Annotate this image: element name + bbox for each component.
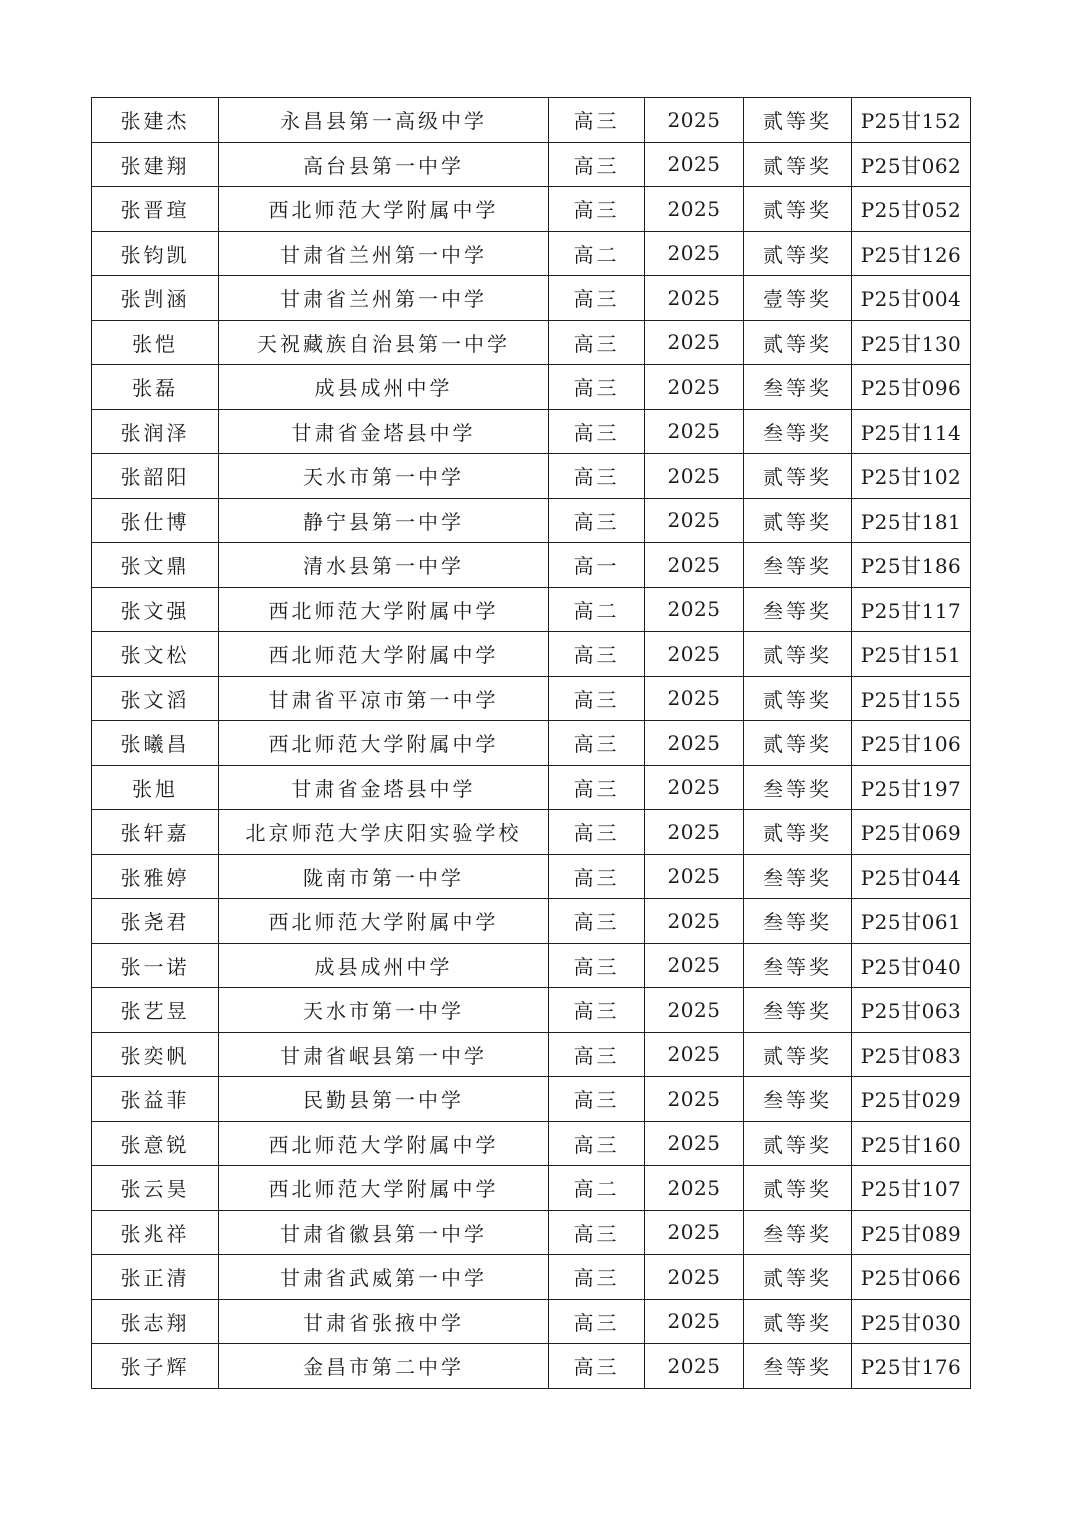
certificate-code-cell: P25甘106 <box>852 721 971 766</box>
certificate-code-cell: P25甘063 <box>852 988 971 1033</box>
school-cell: 永昌县第一高级中学 <box>219 98 549 143</box>
certificate-code-cell: P25甘152 <box>852 98 971 143</box>
year-cell: 2025 <box>645 943 744 988</box>
year-cell: 2025 <box>645 231 744 276</box>
student-name-cell: 张剀涵 <box>92 276 219 321</box>
award-level-cell: 贰等奖 <box>744 1166 852 1211</box>
grade-cell: 高三 <box>549 1344 645 1389</box>
student-name-cell: 张雅婷 <box>92 854 219 899</box>
award-level-cell: 贰等奖 <box>744 1121 852 1166</box>
grade-cell: 高一 <box>549 543 645 588</box>
table-row <box>92 988 971 1033</box>
table-row <box>92 98 971 143</box>
year-cell: 2025 <box>645 587 744 632</box>
school-cell: 甘肃省张掖中学 <box>219 1299 549 1344</box>
certificate-code-cell: P25甘117 <box>852 587 971 632</box>
table-row <box>92 676 971 721</box>
award-level-cell: 叁等奖 <box>744 587 852 632</box>
student-name-cell: 张曦昌 <box>92 721 219 766</box>
grade-cell: 高二 <box>549 1166 645 1211</box>
school-cell: 西北师范大学附属中学 <box>219 1166 549 1211</box>
grade-cell: 高三 <box>549 721 645 766</box>
award-level-cell: 叁等奖 <box>744 409 852 454</box>
school-cell: 甘肃省兰州第一中学 <box>219 276 549 321</box>
certificate-code-cell: P25甘197 <box>852 765 971 810</box>
award-level-cell: 叁等奖 <box>744 899 852 944</box>
table-row <box>92 587 971 632</box>
school-cell: 天水市第一中学 <box>219 988 549 1033</box>
grade-cell: 高三 <box>549 1077 645 1122</box>
table-row <box>92 854 971 899</box>
school-cell: 陇南市第一中学 <box>219 854 549 899</box>
year-cell: 2025 <box>645 1344 744 1389</box>
award-table-body <box>92 98 971 1389</box>
award-level-cell: 叁等奖 <box>744 765 852 810</box>
table-row <box>92 454 971 499</box>
year-cell: 2025 <box>645 899 744 944</box>
award-level-cell: 贰等奖 <box>744 454 852 499</box>
table-row <box>92 187 971 232</box>
school-cell: 甘肃省徽县第一中学 <box>219 1210 549 1255</box>
certificate-code-cell: P25甘062 <box>852 142 971 187</box>
year-cell: 2025 <box>645 543 744 588</box>
year-cell: 2025 <box>645 365 744 410</box>
award-level-cell: 叁等奖 <box>744 1077 852 1122</box>
certificate-code-cell: P25甘069 <box>852 810 971 855</box>
certificate-code-cell: P25甘151 <box>852 632 971 677</box>
year-cell: 2025 <box>645 676 744 721</box>
student-name-cell: 张润泽 <box>92 409 219 454</box>
award-level-cell: 贰等奖 <box>744 142 852 187</box>
table-row <box>92 1255 971 1300</box>
certificate-code-cell: P25甘044 <box>852 854 971 899</box>
table-row <box>92 765 971 810</box>
grade-cell: 高三 <box>549 98 645 143</box>
grade-cell: 高三 <box>549 409 645 454</box>
school-cell: 北京师范大学庆阳实验学校 <box>219 810 549 855</box>
school-cell: 西北师范大学附属中学 <box>219 587 549 632</box>
certificate-code-cell: P25甘126 <box>852 231 971 276</box>
grade-cell: 高三 <box>549 1299 645 1344</box>
table-row <box>92 1210 971 1255</box>
award-level-cell: 贰等奖 <box>744 632 852 677</box>
award-level-cell: 贰等奖 <box>744 676 852 721</box>
grade-cell: 高二 <box>549 231 645 276</box>
school-cell: 金昌市第二中学 <box>219 1344 549 1389</box>
school-cell: 成县成州中学 <box>219 365 549 410</box>
student-name-cell: 张志翔 <box>92 1299 219 1344</box>
student-name-cell: 张钧凯 <box>92 231 219 276</box>
school-cell: 静宁县第一中学 <box>219 498 549 543</box>
school-cell: 西北师范大学附属中学 <box>219 1121 549 1166</box>
grade-cell: 高三 <box>549 320 645 365</box>
student-name-cell: 张一诺 <box>92 943 219 988</box>
certificate-code-cell: P25甘181 <box>852 498 971 543</box>
certificate-code-cell: P25甘066 <box>852 1255 971 1300</box>
student-name-cell: 张仕博 <box>92 498 219 543</box>
school-cell: 高台县第一中学 <box>219 142 549 187</box>
award-level-cell: 贰等奖 <box>744 810 852 855</box>
school-cell: 甘肃省金塔县中学 <box>219 765 549 810</box>
student-name-cell: 张奕帆 <box>92 1032 219 1077</box>
year-cell: 2025 <box>645 454 744 499</box>
certificate-code-cell: P25甘186 <box>852 543 971 588</box>
grade-cell: 高三 <box>549 1032 645 1077</box>
award-level-cell: 叁等奖 <box>744 543 852 588</box>
certificate-code-cell: P25甘096 <box>852 365 971 410</box>
award-level-cell: 叁等奖 <box>744 1344 852 1389</box>
grade-cell: 高三 <box>549 899 645 944</box>
year-cell: 2025 <box>645 1032 744 1077</box>
student-name-cell: 张旭 <box>92 765 219 810</box>
school-cell: 甘肃省武威第一中学 <box>219 1255 549 1300</box>
certificate-code-cell: P25甘083 <box>852 1032 971 1077</box>
grade-cell: 高三 <box>549 632 645 677</box>
year-cell: 2025 <box>645 142 744 187</box>
table-row <box>92 1077 971 1122</box>
year-cell: 2025 <box>645 721 744 766</box>
table-row <box>92 276 971 321</box>
table-row <box>92 943 971 988</box>
table-row <box>92 810 971 855</box>
certificate-code-cell: P25甘102 <box>852 454 971 499</box>
grade-cell: 高三 <box>549 765 645 810</box>
student-name-cell: 张艺昱 <box>92 988 219 1033</box>
grade-cell: 高三 <box>549 498 645 543</box>
year-cell: 2025 <box>645 988 744 1033</box>
year-cell: 2025 <box>645 632 744 677</box>
student-name-cell: 张文强 <box>92 587 219 632</box>
certificate-code-cell: P25甘176 <box>852 1344 971 1389</box>
award-level-cell: 叁等奖 <box>744 988 852 1033</box>
certificate-code-cell: P25甘155 <box>852 676 971 721</box>
school-cell: 西北师范大学附属中学 <box>219 899 549 944</box>
year-cell: 2025 <box>645 1166 744 1211</box>
school-cell: 天祝藏族自治县第一中学 <box>219 320 549 365</box>
award-level-cell: 叁等奖 <box>744 1210 852 1255</box>
table-row <box>92 543 971 588</box>
certificate-code-cell: P25甘130 <box>852 320 971 365</box>
award-level-cell: 叁等奖 <box>744 854 852 899</box>
award-level-cell: 叁等奖 <box>744 943 852 988</box>
student-name-cell: 张建翔 <box>92 142 219 187</box>
grade-cell: 高三 <box>549 676 645 721</box>
award-level-cell: 贰等奖 <box>744 1255 852 1300</box>
school-cell: 西北师范大学附属中学 <box>219 721 549 766</box>
student-name-cell: 张文松 <box>92 632 219 677</box>
school-cell: 甘肃省兰州第一中学 <box>219 231 549 276</box>
award-level-cell: 叁等奖 <box>744 365 852 410</box>
certificate-code-cell: P25甘061 <box>852 899 971 944</box>
year-cell: 2025 <box>645 409 744 454</box>
year-cell: 2025 <box>645 854 744 899</box>
school-cell: 甘肃省岷县第一中学 <box>219 1032 549 1077</box>
award-level-cell: 贰等奖 <box>744 1032 852 1077</box>
student-name-cell: 张正清 <box>92 1255 219 1300</box>
student-name-cell: 张建杰 <box>92 98 219 143</box>
certificate-code-cell: P25甘030 <box>852 1299 971 1344</box>
student-name-cell: 张尧君 <box>92 899 219 944</box>
year-cell: 2025 <box>645 187 744 232</box>
grade-cell: 高三 <box>549 1121 645 1166</box>
school-cell: 天水市第一中学 <box>219 454 549 499</box>
award-level-cell: 壹等奖 <box>744 276 852 321</box>
grade-cell: 高三 <box>549 943 645 988</box>
grade-cell: 高三 <box>549 365 645 410</box>
year-cell: 2025 <box>645 320 744 365</box>
award-table <box>91 97 971 1389</box>
grade-cell: 高三 <box>549 988 645 1033</box>
table-row <box>92 498 971 543</box>
year-cell: 2025 <box>645 1255 744 1300</box>
student-name-cell: 张磊 <box>92 365 219 410</box>
year-cell: 2025 <box>645 498 744 543</box>
student-name-cell: 张轩嘉 <box>92 810 219 855</box>
grade-cell: 高三 <box>549 854 645 899</box>
award-level-cell: 贰等奖 <box>744 231 852 276</box>
table-row <box>92 1299 971 1344</box>
table-row <box>92 320 971 365</box>
table-row <box>92 142 971 187</box>
table-row <box>92 231 971 276</box>
school-cell: 西北师范大学附属中学 <box>219 632 549 677</box>
award-level-cell: 贰等奖 <box>744 320 852 365</box>
student-name-cell: 张晋瑄 <box>92 187 219 232</box>
table-row <box>92 899 971 944</box>
student-name-cell: 张云昊 <box>92 1166 219 1211</box>
grade-cell: 高三 <box>549 142 645 187</box>
grade-cell: 高三 <box>549 1210 645 1255</box>
certificate-code-cell: P25甘052 <box>852 187 971 232</box>
student-name-cell: 张恺 <box>92 320 219 365</box>
table-row <box>92 632 971 677</box>
student-name-cell: 张韶阳 <box>92 454 219 499</box>
certificate-code-cell: P25甘160 <box>852 1121 971 1166</box>
award-level-cell: 贰等奖 <box>744 721 852 766</box>
year-cell: 2025 <box>645 1210 744 1255</box>
table-row <box>92 1344 971 1389</box>
table-row <box>92 409 971 454</box>
certificate-code-cell: P25甘040 <box>852 943 971 988</box>
year-cell: 2025 <box>645 810 744 855</box>
student-name-cell: 张文鼎 <box>92 543 219 588</box>
school-cell: 甘肃省金塔县中学 <box>219 409 549 454</box>
table-row <box>92 721 971 766</box>
school-cell: 成县成州中学 <box>219 943 549 988</box>
table-row <box>92 1032 971 1077</box>
student-name-cell: 张文滔 <box>92 676 219 721</box>
student-name-cell: 张子辉 <box>92 1344 219 1389</box>
school-cell: 西北师范大学附属中学 <box>219 187 549 232</box>
school-cell: 甘肃省平凉市第一中学 <box>219 676 549 721</box>
certificate-code-cell: P25甘107 <box>852 1166 971 1211</box>
grade-cell: 高三 <box>549 187 645 232</box>
award-level-cell: 贰等奖 <box>744 187 852 232</box>
award-level-cell: 贰等奖 <box>744 498 852 543</box>
table-row <box>92 1121 971 1166</box>
certificate-code-cell: P25甘029 <box>852 1077 971 1122</box>
table-row <box>92 365 971 410</box>
year-cell: 2025 <box>645 1121 744 1166</box>
table-row <box>92 1166 971 1211</box>
award-level-cell: 贰等奖 <box>744 98 852 143</box>
award-level-cell: 贰等奖 <box>744 1299 852 1344</box>
certificate-code-cell: P25甘004 <box>852 276 971 321</box>
grade-cell: 高三 <box>549 810 645 855</box>
grade-cell: 高三 <box>549 276 645 321</box>
school-cell: 清水县第一中学 <box>219 543 549 588</box>
year-cell: 2025 <box>645 98 744 143</box>
certificate-code-cell: P25甘089 <box>852 1210 971 1255</box>
grade-cell: 高三 <box>549 454 645 499</box>
student-name-cell: 张兆祥 <box>92 1210 219 1255</box>
grade-cell: 高二 <box>549 587 645 632</box>
year-cell: 2025 <box>645 276 744 321</box>
year-cell: 2025 <box>645 1299 744 1344</box>
student-name-cell: 张益菲 <box>92 1077 219 1122</box>
year-cell: 2025 <box>645 1077 744 1122</box>
year-cell: 2025 <box>645 765 744 810</box>
student-name-cell: 张意锐 <box>92 1121 219 1166</box>
school-cell: 民勤县第一中学 <box>219 1077 549 1122</box>
certificate-code-cell: P25甘114 <box>852 409 971 454</box>
grade-cell: 高三 <box>549 1255 645 1300</box>
